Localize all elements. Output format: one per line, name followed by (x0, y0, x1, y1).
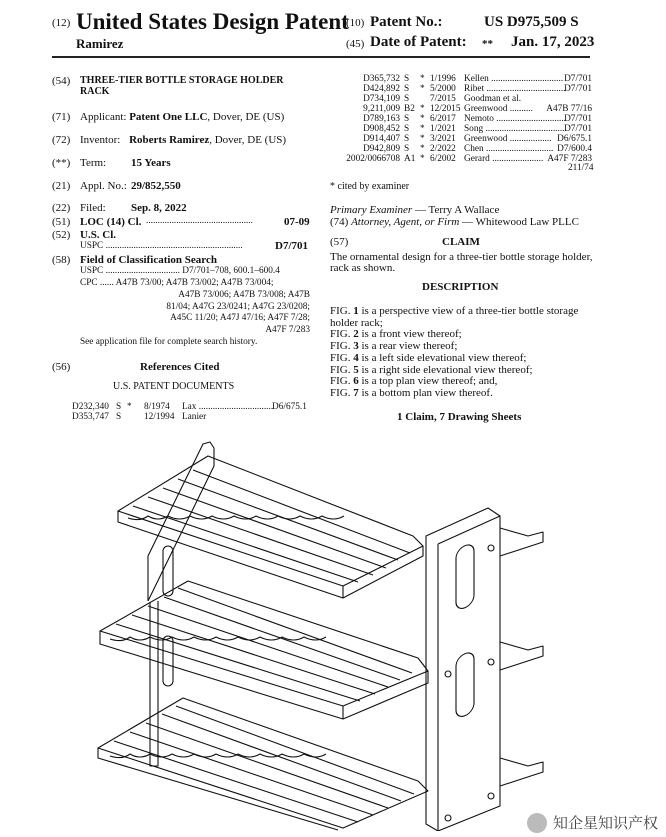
applicant-location: , Dover, DE (US) (207, 111, 285, 123)
figure-description-line (330, 340, 457, 352)
code-72: (72) (52, 134, 71, 146)
applicant-line (80, 111, 284, 123)
inventor-label: Inventor: (80, 134, 121, 146)
appl-no-value: 29/852,550 (131, 180, 181, 192)
citation-star: * (420, 84, 425, 94)
fig-description: is a top plan view thereof; and, (358, 375, 498, 388)
figure-description-line (330, 305, 578, 317)
code-10: (10) (346, 17, 365, 29)
primary-examiner-line (330, 204, 499, 216)
code-71: (71) (52, 111, 71, 123)
citation-star: * (420, 124, 425, 134)
claim-heading: CLAIM (442, 236, 480, 248)
citation-row (336, 124, 592, 134)
citation-kind: S (404, 114, 410, 124)
figure-description-line (330, 328, 462, 340)
field-line: USPC ................................ D7/701–708, 600.1–600.4 (80, 266, 280, 276)
citation-number: D232,340 (72, 402, 109, 412)
citation-name: Nemoto .............................. (464, 114, 567, 124)
fig-number: 7 (353, 386, 359, 399)
citation-date: 12/1994 (144, 412, 175, 422)
citation-kind: B2 (404, 104, 415, 114)
citation-date: 12/2015 (430, 104, 461, 114)
top-tier-shelf (118, 456, 423, 598)
citation-name: Lanier (182, 412, 207, 422)
citation-kind: S (116, 402, 122, 412)
inventor-surname: Ramirez (76, 36, 124, 51)
fig-number: 4 (353, 351, 359, 364)
field-heading: Field of Classification Search (80, 254, 217, 266)
code-term: (**) (52, 157, 71, 169)
citation-number: 2002/0066708 (346, 154, 400, 164)
shelf-extension (500, 528, 543, 556)
citation-date: 8/1974 (144, 402, 170, 412)
citation-name: Goodman et al. (464, 94, 522, 104)
uspc-line: USPC ........................................................... (80, 241, 243, 251)
fig-description: is a bottom plan view thereof. (358, 386, 493, 399)
date-label: Date of Patent: (370, 34, 467, 50)
field-line: 81/04; A47G 23/0241; A47G 23/0208; (166, 302, 310, 312)
attorney-name: — Whitewood Law PLLC (459, 216, 579, 228)
code-57: (57) (330, 236, 349, 248)
field-line: CPC ...... A47B 73/00; A47B 73/002; A47B 73/004; (80, 278, 274, 288)
fig-description: is a rear view thereof; (358, 340, 458, 353)
code-51: (51) (52, 216, 71, 228)
patent-no-label: Patent No.: (370, 14, 443, 30)
citation-number: D424,892 (363, 84, 400, 94)
uspc-value: D7/701 (275, 240, 308, 252)
citation-number: D353,747 (72, 412, 109, 422)
term-label: Term: (80, 157, 107, 169)
fig-number: 5 (353, 363, 359, 376)
citation-class: D7/600.4 (557, 144, 592, 154)
citation-date: 6/2002 (430, 154, 456, 164)
citation-kind: S (404, 124, 410, 134)
cited-by-examiner-note: * cited by examiner (330, 181, 410, 192)
patent-number: US D975,509 S (484, 14, 579, 30)
bottom-tier-shelf (98, 698, 428, 830)
attorney-label: Attorney, Agent, or Firm (351, 216, 460, 228)
claim-text: rack as shown. (330, 262, 396, 274)
title-line-1: THREE-TIER BOTTLE STORAGE HOLDER (80, 75, 284, 86)
citation-date: 6/2017 (430, 114, 456, 124)
watermark (527, 812, 658, 833)
code-22: (22) (52, 202, 71, 214)
citation-class: D7/701 (564, 74, 592, 84)
citation-row (336, 134, 592, 144)
fig-description: is a right side elevational view thereof; (358, 363, 533, 376)
fig-prefix: FIG. (330, 340, 354, 353)
figure-description-line (330, 375, 497, 387)
code-58: (58) (52, 254, 71, 266)
citation-kind: S (404, 74, 410, 84)
shelf-extension (500, 758, 543, 786)
primary-examiner-label: Primary Examiner (330, 204, 413, 216)
citation-star: * (420, 104, 425, 114)
filed-value: Sep. 8, 2022 (131, 202, 187, 214)
citation-kind: S (116, 412, 122, 422)
fig-number: 3 (353, 340, 359, 353)
citation-name: Lax ................................ (182, 402, 274, 412)
citation-date: 2/2022 (430, 144, 456, 154)
citation-star: * (127, 402, 132, 412)
header-rule (52, 56, 590, 58)
citation-name: Song ................................... (464, 124, 567, 134)
citation-number: D942,809 (363, 144, 400, 154)
filed-label: Filed: (80, 202, 106, 214)
claims-sheets-count: 1 Claim, 7 Drawing Sheets (397, 411, 522, 423)
inventor-location: , Dover, DE (US) (209, 134, 287, 146)
search-history-note: See application file for complete search history. (80, 337, 258, 347)
code-52: (52) (52, 229, 71, 241)
field-line: A47B 73/006; A47B 73/008; A47B (178, 290, 310, 300)
fig-prefix: FIG. (330, 386, 354, 399)
code-54: (54) (52, 75, 71, 87)
fig-description: is a front view thereof; (358, 328, 462, 341)
loc-label: LOC (14) Cl. (80, 216, 142, 228)
applicant-label: Applicant: (80, 111, 127, 123)
citation-kind: S (404, 134, 410, 144)
figure-description-line (330, 387, 493, 399)
citation-number: D789,163 (363, 114, 400, 124)
citation-row (336, 84, 592, 94)
description-heading: DESCRIPTION (422, 281, 499, 293)
claim-text: The ornamental design for a three-tier bottle storage holder, (330, 251, 593, 263)
citation-class: D7/701 (564, 84, 592, 94)
figure-description-line (330, 352, 526, 364)
watermark-text: 知企星知识产权 (552, 814, 658, 832)
fig-description: is a left side elevational view thereof; (358, 351, 527, 364)
citation-row (336, 104, 592, 114)
attorney-line (330, 216, 579, 228)
fig-prefix: FIG. (330, 328, 354, 341)
left-rear-upright (148, 442, 214, 601)
citation-class: D7/701 (564, 124, 592, 134)
citation-continuation: 211/74 (568, 163, 594, 173)
citation-kind: S (404, 94, 410, 104)
citation-name: Ribet .................................. (464, 84, 566, 94)
primary-examiner-name: — Terry A Wallace (412, 204, 500, 216)
fig-number: 1 (353, 305, 359, 317)
citation-row (336, 154, 592, 164)
title-line-2: RACK (80, 86, 110, 97)
citation-star: * (420, 154, 425, 164)
citation-kind: S (404, 144, 410, 154)
citation-number: D365,732 (363, 74, 400, 84)
code-74: (74) (330, 216, 349, 228)
citation-row (336, 74, 592, 84)
wechat-icon (527, 813, 547, 833)
appl-no-label: Appl. No.: (80, 180, 127, 192)
citation-date: 1/2021 (430, 124, 456, 134)
code-56: (56) (52, 361, 71, 373)
citation-star: * (420, 134, 425, 144)
fig-prefix: FIG. (330, 375, 354, 388)
right-upright-panel (426, 508, 500, 831)
citation-date: 3/2021 (430, 134, 456, 144)
us-cl-label: U.S. Cl. (80, 229, 117, 241)
figure-description-line (330, 317, 383, 329)
field-line: A45C 11/20; A47J 47/16; A47F 7/28; (170, 313, 310, 323)
code-21: (21) (52, 180, 71, 192)
citation-class: A47F 7/283 (547, 154, 592, 164)
citation-number: D908,452 (363, 124, 400, 134)
fig-prefix: FIG. (330, 305, 354, 317)
citation-name: Greenwood .................. (464, 134, 552, 144)
citation-date: 5/2000 (430, 84, 456, 94)
fig-description: is a perspective view of a three-tier bottle storage (358, 305, 579, 317)
citation-star: * (420, 114, 425, 124)
inventor-line (80, 134, 286, 146)
citation-name: Greenwood .......... (464, 104, 533, 114)
citation-row (336, 114, 592, 124)
citation-name: Chen ............................. (464, 144, 554, 154)
loc-value: 07-09 (284, 216, 310, 228)
fig-prefix: FIG. (330, 363, 354, 376)
fig-number: 6 (353, 375, 359, 388)
date-of-patent: Jan. 17, 2023 (511, 34, 595, 50)
date-marker: ** (482, 38, 493, 50)
left-slot (163, 636, 173, 686)
citation-star: * (420, 144, 425, 154)
figure-description-line (330, 364, 533, 376)
term-value: 15 Years (131, 157, 171, 169)
loc-dots: .............................................. (146, 216, 253, 226)
rack-perspective-drawing (88, 436, 558, 831)
citation-date: 1/1996 (430, 74, 456, 84)
citation-kind: S (404, 84, 410, 94)
code-12: (12) (52, 17, 71, 29)
citation-class: D7/701 (564, 114, 592, 124)
citation-number: D914,407 (363, 134, 400, 144)
references-heading: References Cited (140, 361, 220, 373)
inventor-name: Roberts Ramirez (129, 134, 210, 146)
field-line: A47F 7/283 (265, 325, 310, 335)
document-title: United States Design Patent (76, 9, 349, 34)
citation-class: D6/675.1 (272, 402, 307, 412)
middle-tier-shelf (100, 581, 428, 719)
citation-number: D734,109 (363, 94, 400, 104)
fig-prefix: holder rack; (330, 316, 383, 329)
citation-kind: A1 (404, 154, 416, 164)
citation-name: Kellen ............................... (464, 74, 564, 84)
us-patent-docs-heading: U.S. PATENT DOCUMENTS (113, 381, 235, 392)
citation-date: 7/2015 (430, 94, 456, 104)
citation-row (336, 144, 592, 154)
citation-star: * (420, 74, 425, 84)
citation-class: D6/675.1 (557, 134, 592, 144)
fig-number: 2 (353, 328, 359, 341)
applicant-name: Patent One LLC (129, 111, 208, 123)
citation-row (72, 412, 312, 423)
citation-row (336, 94, 592, 104)
citation-name: Gerard ...................... (464, 154, 544, 164)
citation-number: 9,211,009 (363, 104, 400, 114)
citation-class: A47B 77/16 (546, 104, 592, 114)
fig-prefix: FIG. (330, 351, 354, 364)
shelf-extension (500, 642, 543, 670)
code-45: (45) (346, 38, 365, 50)
